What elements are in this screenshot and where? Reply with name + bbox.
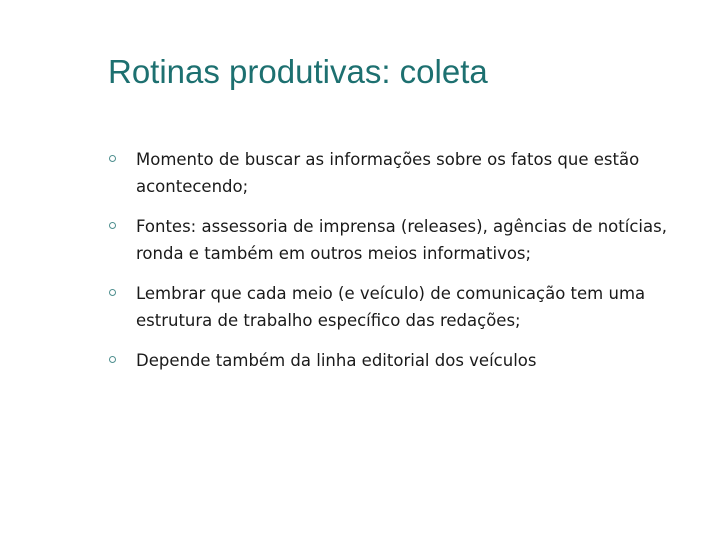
bullet-item [108, 347, 668, 374]
bullet-circle-icon [109, 289, 116, 296]
bullet-text: Fontes: assessoria de imprensa (releases), agências de notícias, ronda e também em outros meios informativos; [136, 217, 667, 263]
bullet-text: Lembrar que cada meio (e veículo) de comunicação tem uma estrutura de trabalho específico das redações; [136, 284, 646, 330]
bullet-item [108, 280, 668, 334]
bullet-item [108, 146, 668, 200]
bullet-item [108, 213, 668, 267]
bullet-circle-icon [109, 222, 116, 229]
bullet-list [108, 146, 668, 387]
bullet-circle-icon [109, 155, 116, 162]
bullet-text: Momento de buscar as informações sobre os fatos que estão acontecendo; [136, 150, 640, 196]
bullet-circle-icon [109, 356, 116, 363]
bullet-text: Depende também da linha editorial dos veículos [136, 351, 537, 370]
slide-title: Rotinas produtivas: coleta [108, 53, 488, 90]
